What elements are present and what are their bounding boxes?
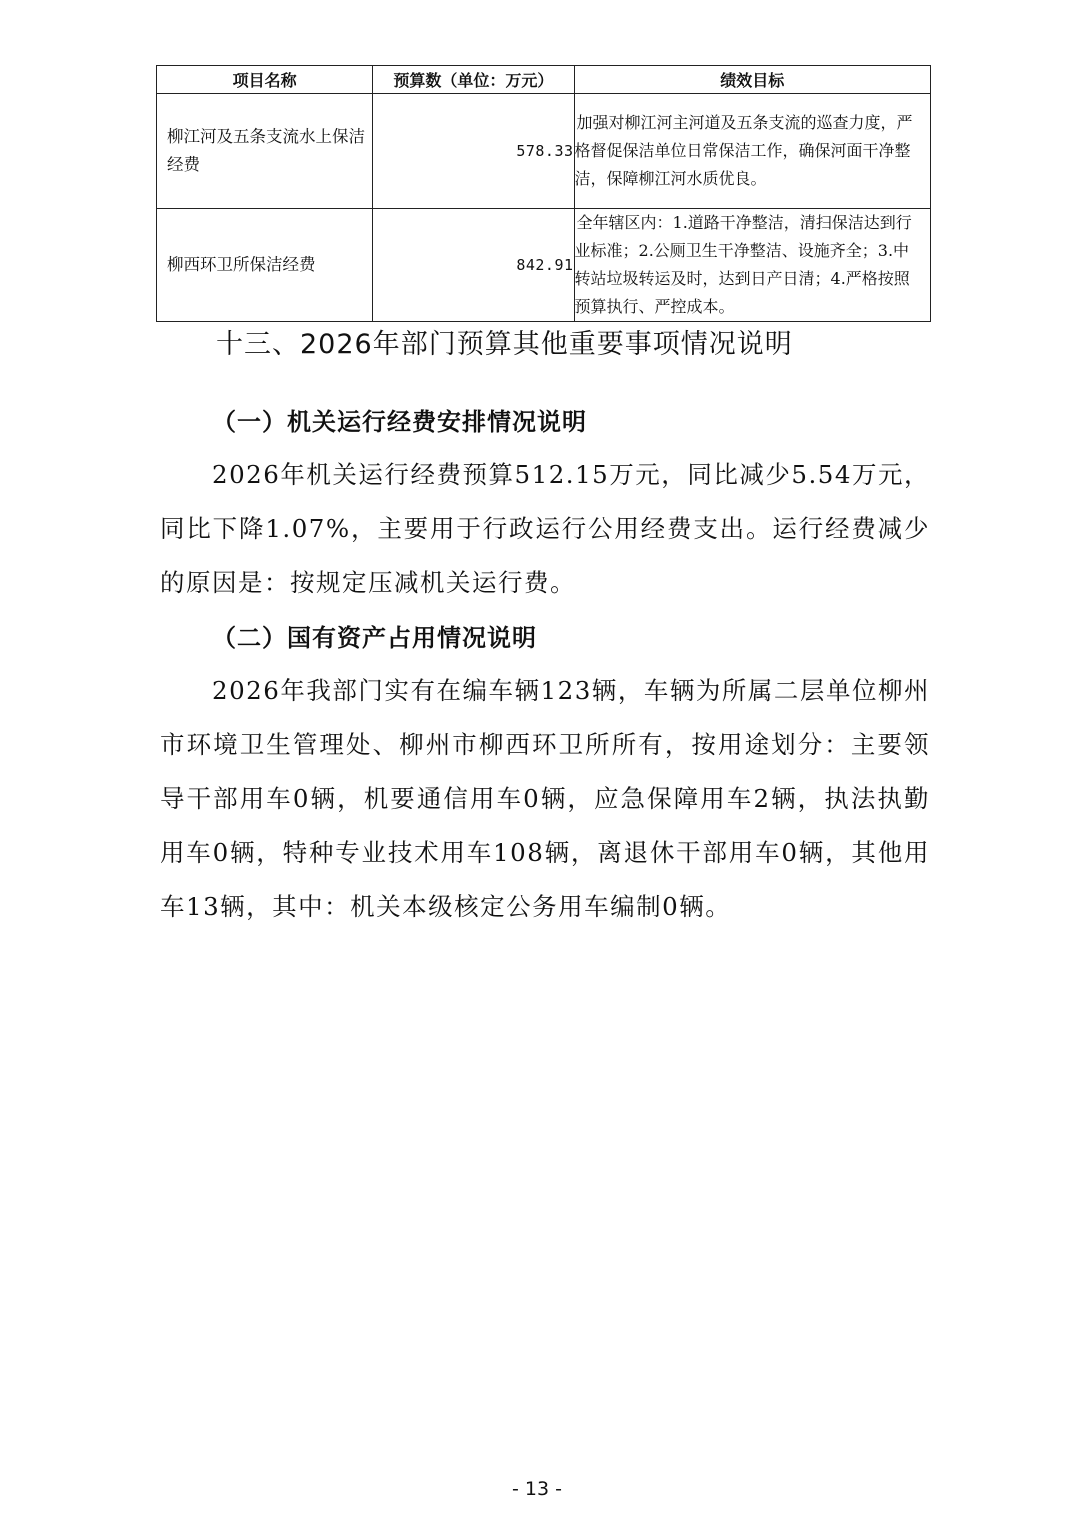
header-performance-goal: 绩效目标	[574, 66, 930, 94]
budget-performance-table	[156, 65, 931, 322]
project-name-cell: 柳江河及五条支流水上保洁经费	[157, 94, 373, 209]
performance-goal-cell: 加强对柳江河主河道及五条支流的巡查力度，严格督促保洁单位日常保洁工作，确保河面干净整洁，保障柳江河水质优良。	[574, 94, 930, 209]
table-row	[157, 94, 931, 209]
table-header-row	[157, 66, 931, 94]
header-budget-amount: 预算数（单位：万元）	[373, 66, 574, 94]
budget-amount-cell: 578.33	[373, 94, 574, 209]
subsection-title-state-assets: （二）国有资产占用情况说明	[212, 624, 537, 652]
paragraph-state-assets: 2026年我部门实有在编车辆123辆，车辆为所属二层单位柳州市环境卫生管理处、柳州市柳西环卫所所有，按用途划分：主要领导干部用车0辆，机要通信用车0辆，应急保障用车2辆，执法执勤用车0辆，特种专业技术用车108辆，离退休干部用车0辆，其他用车13辆，其中：机关本级核定公务用车编制0辆。	[160, 676, 930, 921]
page-number: - 13 -	[512, 1478, 562, 1500]
subsection-title-operating-funds: （一）机关运行经费安排情况说明	[212, 408, 587, 436]
budget-amount-cell: 842.91	[373, 209, 574, 322]
header-project-name: 项目名称	[157, 66, 373, 94]
performance-goal-cell: 全年辖区内：1.道路干净整洁，清扫保洁达到行业标准；2.公厕卫生干净整洁、设施齐全；3.中转站垃圾转运及时，达到日产日清；4.严格按照预算执行、严控成本。	[574, 209, 930, 322]
project-name-cell: 柳西环卫所保洁经费	[157, 209, 373, 322]
paragraph-operating-funds: 2026年机关运行经费预算512.15万元，同比减少5.54万元，同比下降1.07%，主要用于行政运行公用经费支出。运行经费减少的原因是：按规定压减机关运行费。	[160, 460, 930, 597]
section-title: 十三、2026年部门预算其他重要事项情况说明	[216, 329, 793, 360]
table-row	[157, 209, 931, 322]
